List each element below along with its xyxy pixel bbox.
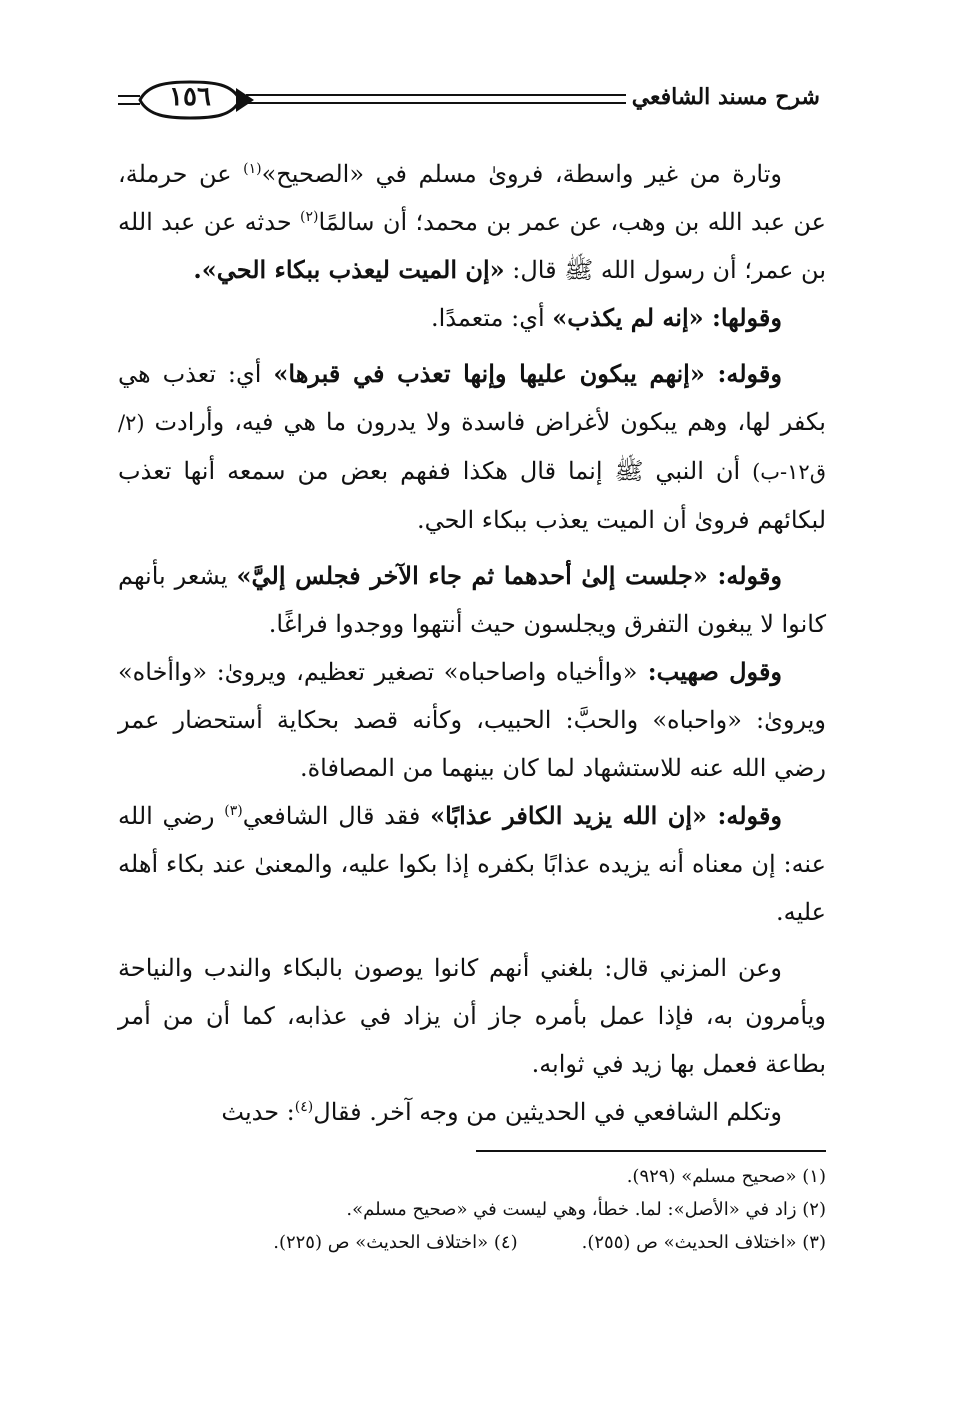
text-run: «واأخياه واصاحباه» تصغير تعظيم، ويرویٰ: «واأخاه» ويرویٰ: «واحباه» والحبَّ: الحبيب، وكأنه قصد بحكاية أستحضار عمر رضي الله عنه للاستشهاد لما كان بينهما من المصافاة. <box>118 658 826 782</box>
page-header <box>118 80 826 128</box>
text-run: أن النبي ﷺ إنما قال هكذا ففهم بعض من سمعه أنها تعذب لبكائهم فرویٰ أن الميت يعذب ببكاء الحي. <box>118 457 826 534</box>
text-run: وتارة من غير واسطة، فرویٰ مسلم في «الصحيح» <box>261 160 782 188</box>
quoted-phrase: «جلست إلىٰ أحدهما ثم جاء الآخر فجلس إليَّ» <box>236 561 708 590</box>
paragraph-5 <box>118 648 826 792</box>
footnote-1: (١) «صحيح مسلم» (٩٢٩). <box>626 1166 826 1187</box>
quoted-phrase: «إنهم يبكون عليها وإنها تعذب في قبرها» <box>273 359 705 388</box>
text-run: حدثه عن عبد الله بن عمر؛ أن رسول الله ﷺ قال: <box>118 208 826 284</box>
lead-phrase: وقوله: <box>707 801 783 830</box>
text-run: : حديث <box>221 1098 295 1126</box>
paragraph-7: وعن المزني قال: بلغني أنهم كانوا يوصون بالبكاء والندب والنياحة ويأمرون به، فإذا عمل بأمره جاز أن يزاد في عذابه، كما أن من أمر بطاعة فعمل بها زيد في ثوابه. <box>118 954 826 1078</box>
footnote-2: (٢) زاد في «الأصل»: لما. خطأ، وهي ليست في «صحيح مسلم». <box>346 1199 826 1220</box>
page-number: ١٥٦ <box>169 82 211 112</box>
text-run: عن حرملة، عن عبد الله بن وهب، عن عمر بن محمد؛ أن سالمًا <box>118 160 826 236</box>
manuscript-marker: (٢/ق١٢-ب) <box>118 411 826 484</box>
page-number-frame <box>118 80 256 120</box>
paragraph-1 <box>118 150 826 294</box>
footnote-3: (٣) «اختلاف الحديث» ص (٢٥٥). <box>581 1232 826 1253</box>
lead-phrase: وقوله: <box>704 359 782 388</box>
lead-phrase: وقول صهيب: <box>637 657 783 686</box>
text-run: رضي الله عنه: إن معناه أنه يزيده عذابًا بكفره إذا بكوا عليه، والمعنىٰ عند بكاء أهله عليه. <box>118 802 826 926</box>
footnote-ref-1: (١) <box>243 161 262 177</box>
text-run: يشعر بأنهم كانوا لا يبغون التفرق ويجلسون حيث أنتهوا ووجدوا فراغًا. <box>118 562 826 638</box>
footnote-4: (٤) «اختلاف الحديث» ص (٢٢٥). <box>273 1232 518 1253</box>
lead-phrase: وقولها: <box>703 303 782 332</box>
running-title: شرح مسند الشافعي <box>626 84 826 110</box>
hadith-quote: «إن الميت ليعذب ببكاء الحي». <box>193 255 505 284</box>
lead-phrase: وقوله: <box>707 561 783 590</box>
footnotes <box>118 1160 826 1259</box>
footnote-ref-4: (٤) <box>294 1099 314 1115</box>
text-run: وتكلم الشافعي في الحديثين من وجه آخر. فقال <box>313 1098 782 1126</box>
main-text <box>118 150 826 1136</box>
paragraph-8 <box>118 1088 826 1136</box>
text-run: أي: تعذب هي بكفر لها، وهم يبكون لأغراض فاسدة ولا يدرون ما هي فيه، وأرادت <box>118 360 826 436</box>
text-run: أي: متعمدًا. <box>431 304 553 332</box>
paragraph-3 <box>118 350 826 544</box>
footnote-ref-2: (٢) <box>300 209 319 225</box>
paragraph-6 <box>118 792 826 936</box>
footnote-row-3-4 <box>118 1226 826 1259</box>
footnote-ref-3: (٣) <box>224 803 243 819</box>
quoted-phrase: «إن الله يزيد الكافر عذابًا» <box>430 801 708 830</box>
quoted-phrase: «إنه لم يكذب» <box>552 303 704 332</box>
paragraph-4 <box>118 552 826 648</box>
footnote-separator <box>476 1150 826 1152</box>
text-run: فقد قال الشافعي <box>242 802 431 830</box>
paragraph-2 <box>118 294 826 342</box>
